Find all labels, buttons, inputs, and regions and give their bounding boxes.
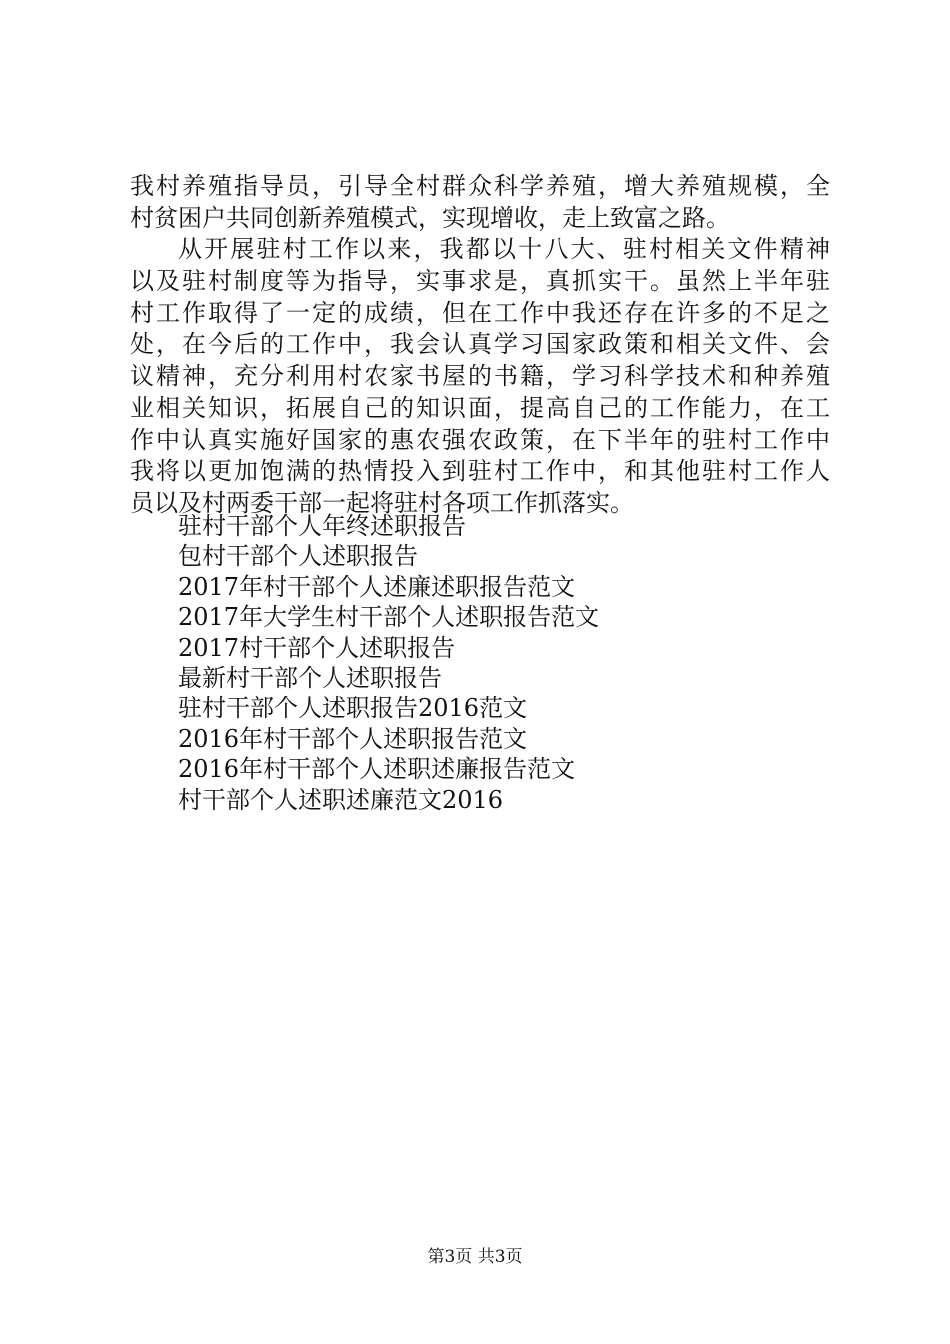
related-link[interactable]: 驻村干部个人年终述职报告 (178, 512, 466, 540)
text-line: 我村养殖指导员，引导全村群众科学养殖，增大养殖规模，全 (130, 172, 830, 200)
related-link[interactable]: 2016年村干部个人述职述廉报告范文 (178, 755, 576, 784)
related-link[interactable]: 驻村干部个人述职报告2016范文 (178, 694, 528, 723)
page-number-label: 第3页 共3页 (427, 1247, 523, 1267)
text-line: 我将以更加饱满的热情投入到驻村工作中，和其他驻村工作人 (130, 457, 830, 486)
text-line: 议精神，充分利用村农家书屋的书籍，学习科学技术和种养殖 (130, 362, 830, 391)
related-link[interactable]: 2016年村干部个人述职报告范文 (178, 724, 528, 753)
document-body (130, 171, 830, 520)
related-link[interactable]: 最新村干部个人述职报告 (178, 663, 442, 692)
related-link[interactable]: 2017年大学生村干部个人述职报告范文 (178, 603, 600, 632)
text-line: 作中认真实施好国家的惠农强农政策，在下半年的驻村工作中 (130, 425, 830, 454)
related-link[interactable]: 包村干部个人述职报告 (178, 542, 418, 571)
text-line: 从开展驻村工作以来，我都以十八大、驻村相关文件精神 (178, 235, 830, 264)
text-line: 以及驻村制度等为指导，实事求是，真抓实干。虽然上半年驻 (130, 267, 830, 296)
text-line: 处，在今后的工作中，我会认真学习国家政策和相关文件、会 (130, 330, 830, 359)
related-links-list (178, 511, 599, 815)
related-link[interactable]: 2017村干部个人述职报告 (178, 633, 456, 662)
text-line: 员以及村两委干部一起将驻村各项工作抓落实。 (130, 488, 634, 517)
text-line: 业相关知识，拓展自己的知识面，提高自己的工作能力，在工 (130, 393, 830, 422)
page-footer (0, 1242, 950, 1267)
related-link[interactable]: 2017年村干部个人述廉述职报告范文 (178, 572, 576, 601)
text-line: 村工作取得了一定的成绩，但在工作中我还存在许多的不足之 (130, 298, 830, 327)
text-line: 村贫困户共同创新养殖模式，实现增收，走上致富之路。 (130, 203, 730, 232)
related-link[interactable]: 村干部个人述职述廉范文2016 (178, 785, 504, 814)
